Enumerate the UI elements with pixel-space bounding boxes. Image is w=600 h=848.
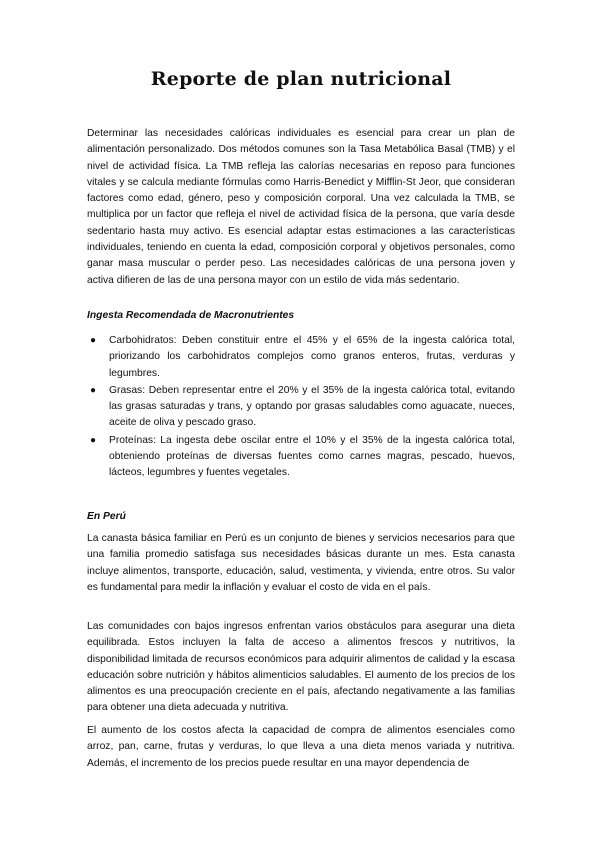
peru-heading: En Perú [87,511,126,522]
page-title: Reporte de plan nutricional [150,68,452,90]
macros-heading: Ingesta Recomendada de Macronutrientes [87,310,295,321]
macro-text: Proteínas: La ingesta debe oscilar entre el 10% y el 35% de la ingesta calórica total, obteniendo proteínas de diversas fuentes como carnes magras, pescado, huevos, lácteos, legumbres y fuentes vegetales. [109,434,515,479]
macro-text: Grasas: Deben representar entre el 20% y el 35% de la ingesta calórica total, evitando las grasas saturadas y trans, y optando por grasas saludables como aguacate, nueces, aceite de oliva y pescado graso. [109,384,515,429]
macros-list [87,333,515,483]
bullet-icon: ● [90,384,97,396]
list-item [87,433,515,482]
intro-paragraph: Determinar las necesidades calóricas individuales es esencial para crear un plan de alimentación personalizado. Dos métodos comunes son la Tasa Metabólica Basal (TMB) y el nivel de actividad física. La TMB refleja las calorías necesarias en reposo para funciones vitales y se calcula mediante fórmulas como Harris-Benedict y Mifflin-St Jeor, que consideran factores como edad, género, peso y composición corporal. Una vez calculada la TMB, se multiplica por un factor que refleja el nivel de actividad física de la persona, que varía desde sedentario hasta muy activo. Es esencial adaptar estas estimaciones a las características individuales, teniendo en cuenta la edad, composición corporal y objetivos personales, como ganar masa muscular o perder peso. Las necesidades calóricas de una persona joven y activa difieren de las de una persona mayor con un estilo de vida más sedentario. [87,128,515,286]
bullet-icon: ● [90,335,97,346]
peru-paragraph-1: La canasta básica familiar en Perú es un conjunto de bienes y servicios necesarios para que una familia promedio satisfaga sus necesidades básicas durante un mes. Esta canasta incluye alimentos, transporte, educación, salud, vestimenta, y vivienda, entre otros. Su valor es fundamental para medir la inflación y evaluar el costo de vida en el país. [87,533,515,593]
list-item [87,383,515,432]
list-item [87,333,515,382]
macro-text: Carbohidratos: Deben constituir entre el 45% y el 65% de la ingesta calórica total, priorizando los carbohidratos complejos como granos enteros, frutas, verduras y legumbres. [109,335,515,379]
peru-paragraph-3: El aumento de los costos afecta la capacidad de compra de alimentos esenciales como arroz, pan, carne, frutas y verduras, lo que lleva a una dieta menos variada y nutritiva. Además, el incremento de los precios puede resultar en una mayor dependencia de [87,725,515,769]
peru-paragraph-2: Las comunidades con bajos ingresos enfrentan varios obstáculos para asegurar una dieta equilibrada. Estos incluyen la falta de acceso a alimentos frescos y nutritivos, la disponibilidad limitada de recursos económicos para adquirir alimentos de calidad y la escasa educación sobre nutrición y hábitos alimenticios saludables. El aumento de los precios de los alimentos es una preocupación creciente en el país, afectando negativamente a las familias para obtener una dieta adecuada y nutritiva. [87,621,515,714]
bullet-icon: ● [90,434,97,446]
